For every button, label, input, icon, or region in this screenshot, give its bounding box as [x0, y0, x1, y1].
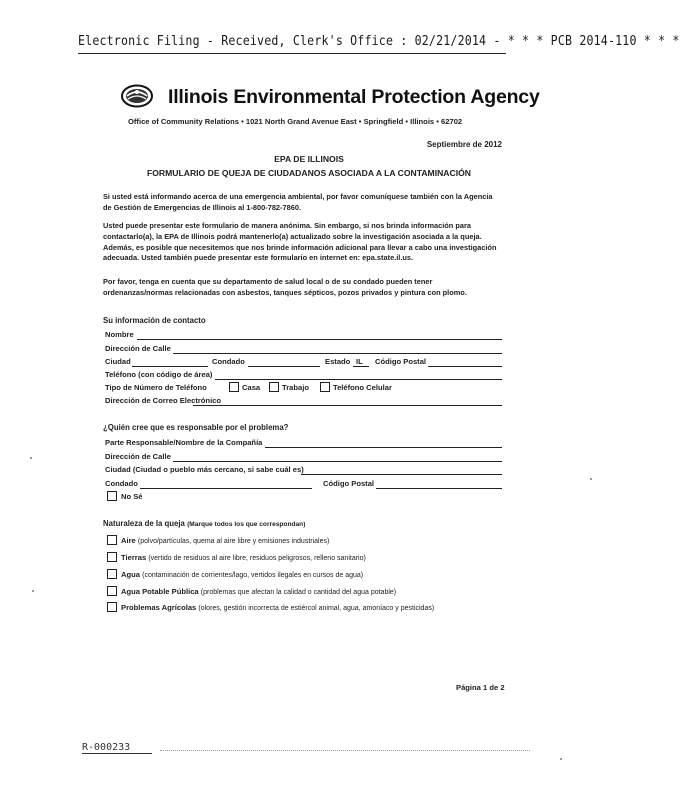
direccion-field[interactable]: [173, 353, 502, 354]
telefono-field[interactable]: [215, 379, 502, 380]
tipo-telefono-label: Tipo de Número de Teléfono: [105, 383, 207, 392]
intro-emergency-paragraph: Si usted está informando acerca de una emergencia ambiental, por favor comuníquese también con la Agencia de Gestión de Emergencias de Illinois al 1-800-782-7860.: [103, 192, 493, 212]
tierras-checkbox[interactable]: [107, 552, 117, 562]
form-title: FORMULARIO DE QUEJA DE CIUDADANOS ASOCIADA A LA CONTAMINACIÓN: [146, 168, 471, 178]
agua-potable-option: [121, 587, 396, 596]
ciudad-field[interactable]: [132, 366, 208, 367]
nature-heading-note: (Marque todos los que correspondan): [187, 521, 306, 528]
celular-checkbox[interactable]: [320, 382, 330, 392]
org-heading: EPA DE ILLINOIS: [274, 154, 344, 164]
tierras-label: Tierras: [121, 553, 147, 562]
agency-name: Illinois Environmental Protection Agency: [168, 86, 540, 108]
celular-label: Teléfono Celular: [333, 383, 392, 392]
resp-codigo-postal-label: Código Postal: [323, 479, 375, 488]
scan-speck: [30, 457, 32, 459]
aire-detail: (polvo/partículas, quema al aire libre y emisiones industriales): [137, 538, 330, 545]
condado-label: Condado: [212, 357, 245, 366]
no-se-label: No Sé: [121, 492, 143, 501]
aire-label: Aire: [121, 536, 136, 545]
casa-label: Casa: [242, 383, 261, 392]
aire-checkbox[interactable]: [107, 535, 117, 545]
correo-field[interactable]: [193, 405, 502, 406]
agua-detail: (contaminación de corrientes/lago, vertidos ilegales en cursos de agua): [142, 572, 364, 579]
scan-speck: [32, 590, 34, 592]
bates-underline: [82, 753, 152, 754]
scan-speck: [590, 478, 592, 480]
trabajo-label: Trabajo: [282, 383, 310, 392]
nombre-field[interactable]: [137, 339, 502, 340]
agua-checkbox[interactable]: [107, 569, 117, 579]
bates-number: R-000233: [82, 742, 131, 753]
intro-local-health-paragraph: Por favor, tenga en cuenta que su departamento de salud local o de su condado pueden tener ordenanzas/normas relacionadas con asbestos, tanques sépticos, pozos privados y pintura con plomo.: [103, 277, 467, 297]
ciudad-label: Ciudad: [105, 357, 131, 366]
agua-potable-detail: (problemas que afectan la calidad o cantidad del agua potable): [200, 589, 397, 596]
no-se-checkbox[interactable]: [107, 491, 117, 501]
nature-section-heading: [103, 519, 305, 528]
nature-heading-text: Naturaleza de la queja: [103, 519, 185, 528]
codigo-postal-label: Código Postal: [375, 357, 427, 366]
codigo-postal-field[interactable]: [428, 366, 502, 367]
agency-address: Office of Community Relations • 1021 North Grand Avenue East • Springfield • Illinois • 62702: [128, 117, 463, 126]
responsible-section-heading: ¿Quién cree que es responsable por el problema?: [103, 423, 289, 432]
casa-checkbox[interactable]: [229, 382, 239, 392]
resp-ciudad-label: Ciudad (Ciudad o pueblo más cercano, si sabe cuál es): [105, 465, 304, 474]
agricolas-detail: (olores, gestión incorrecta de estiércol animal, agua, amoníaco y pesticidas): [198, 605, 435, 612]
parte-label: Parte Responsable/Nombre de la Compañía: [105, 438, 263, 447]
contact-section-heading: Su información de contacto: [103, 316, 206, 325]
page-number: Página 1 de 2: [456, 683, 505, 692]
resp-condado-field[interactable]: [140, 488, 312, 489]
resp-codigo-postal-field[interactable]: [376, 488, 502, 489]
resp-direccion-label: Dirección de Calle: [105, 452, 171, 461]
illinois-epa-logo-icon: [120, 84, 154, 108]
trabajo-checkbox[interactable]: [269, 382, 279, 392]
resp-condado-label: Condado: [105, 479, 138, 488]
aire-option: [121, 536, 329, 545]
agua-label: Agua: [121, 570, 140, 579]
nombre-label: Nombre: [105, 330, 134, 339]
clerk-filing-stamp: Electronic Filing - Received, Clerk's Office : 02/21/2014 - * * * PCB 2014-110 * * *: [78, 33, 680, 49]
agua-potable-label: Agua Potable Pública: [121, 587, 199, 596]
parte-field[interactable]: [265, 447, 502, 448]
estado-field[interactable]: [353, 366, 369, 367]
scan-speck: [560, 758, 562, 760]
direccion-label: Dirección de Calle: [105, 344, 171, 353]
stamp-underline: [78, 53, 506, 54]
agua-option: [121, 570, 363, 579]
agricolas-checkbox[interactable]: [107, 602, 117, 612]
agricolas-option: [121, 603, 434, 612]
estado-value: IL: [356, 357, 363, 366]
correo-label: Dirección de Correo Electrónico: [105, 396, 222, 405]
intro-anonymous-paragraph: Usted puede presentar este formulario de manera anónima. Sin embargo, si nos brinda información para contactarlo(a), la EPA de Illinois podrá mantenerlo(a) actualizado sobre la investigación asociada a la queja. Además, es posible que necesitemos que nos brinde información adicional para llevar a cabo una investigación adecuada. Usted también puede presentar este formulario en internet en: epa.state.il.us.: [103, 221, 497, 263]
form-date: Septiembre de 2012: [426, 140, 502, 149]
telefono-label: Teléfono (con código de área): [105, 370, 213, 379]
tierras-option: [121, 553, 366, 562]
agua-potable-checkbox[interactable]: [107, 586, 117, 596]
agricolas-label: Problemas Agrícolas: [121, 603, 197, 612]
resp-direccion-field[interactable]: [173, 461, 502, 462]
estado-label: Estado: [325, 357, 351, 366]
condado-field[interactable]: [248, 366, 320, 367]
footer-dotted-line: [160, 750, 530, 751]
tierras-detail: (vertido de residuos al aire libre, residuos peligrosos, relleno sanitario): [148, 555, 366, 562]
resp-ciudad-field[interactable]: [301, 474, 502, 475]
